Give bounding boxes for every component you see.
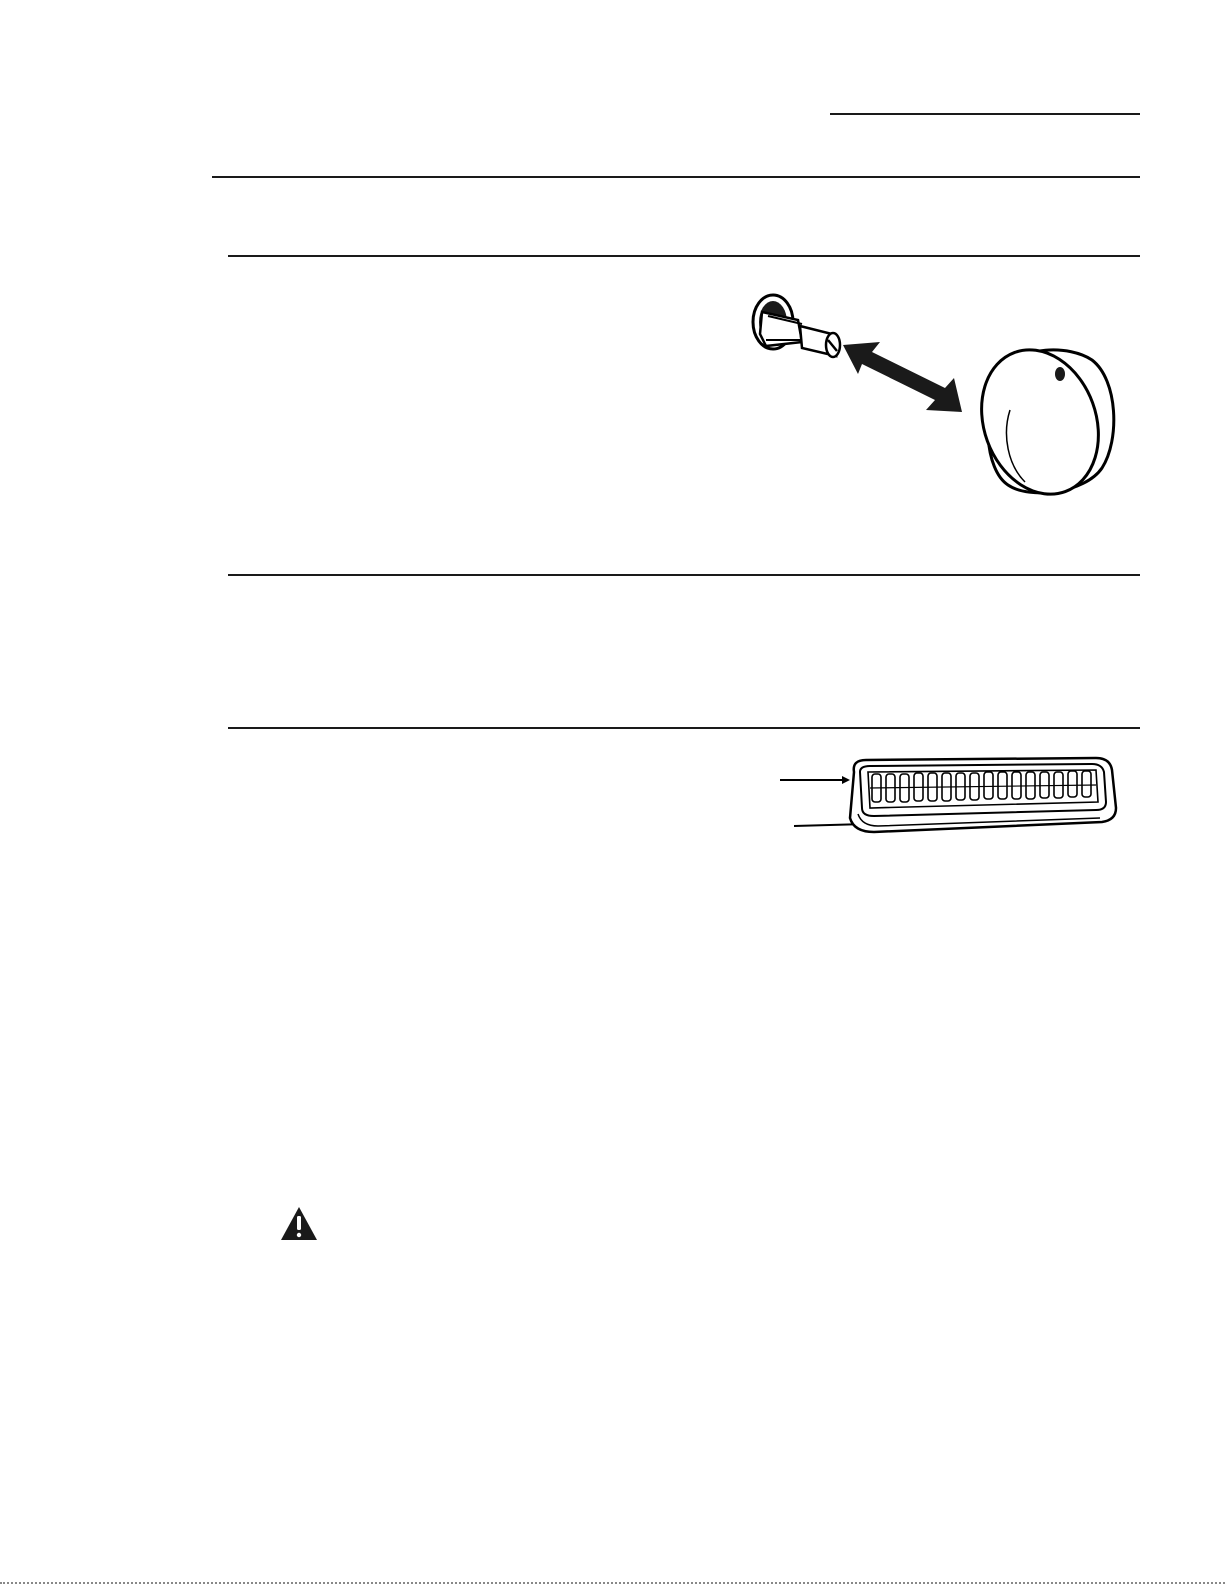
section-rule-knobs	[228, 255, 1140, 257]
broiler-pan-and-grid-illustration	[770, 750, 1130, 840]
double-arrow-icon	[843, 342, 962, 412]
knob-icon	[962, 333, 1118, 505]
title-rule	[212, 176, 1140, 178]
section-rule-broiler	[228, 727, 1140, 729]
broiler-grid-icon	[868, 770, 1098, 808]
knob-shaft-icon	[753, 295, 840, 357]
warning-triangle-icon	[280, 1205, 318, 1241]
knob-removal-illustration	[740, 290, 1130, 505]
header-rule	[830, 113, 1140, 115]
page-bottom-edge	[0, 1582, 1225, 1584]
section-rule-middle	[228, 574, 1140, 576]
grid-pointer-arrow-icon	[780, 776, 850, 784]
